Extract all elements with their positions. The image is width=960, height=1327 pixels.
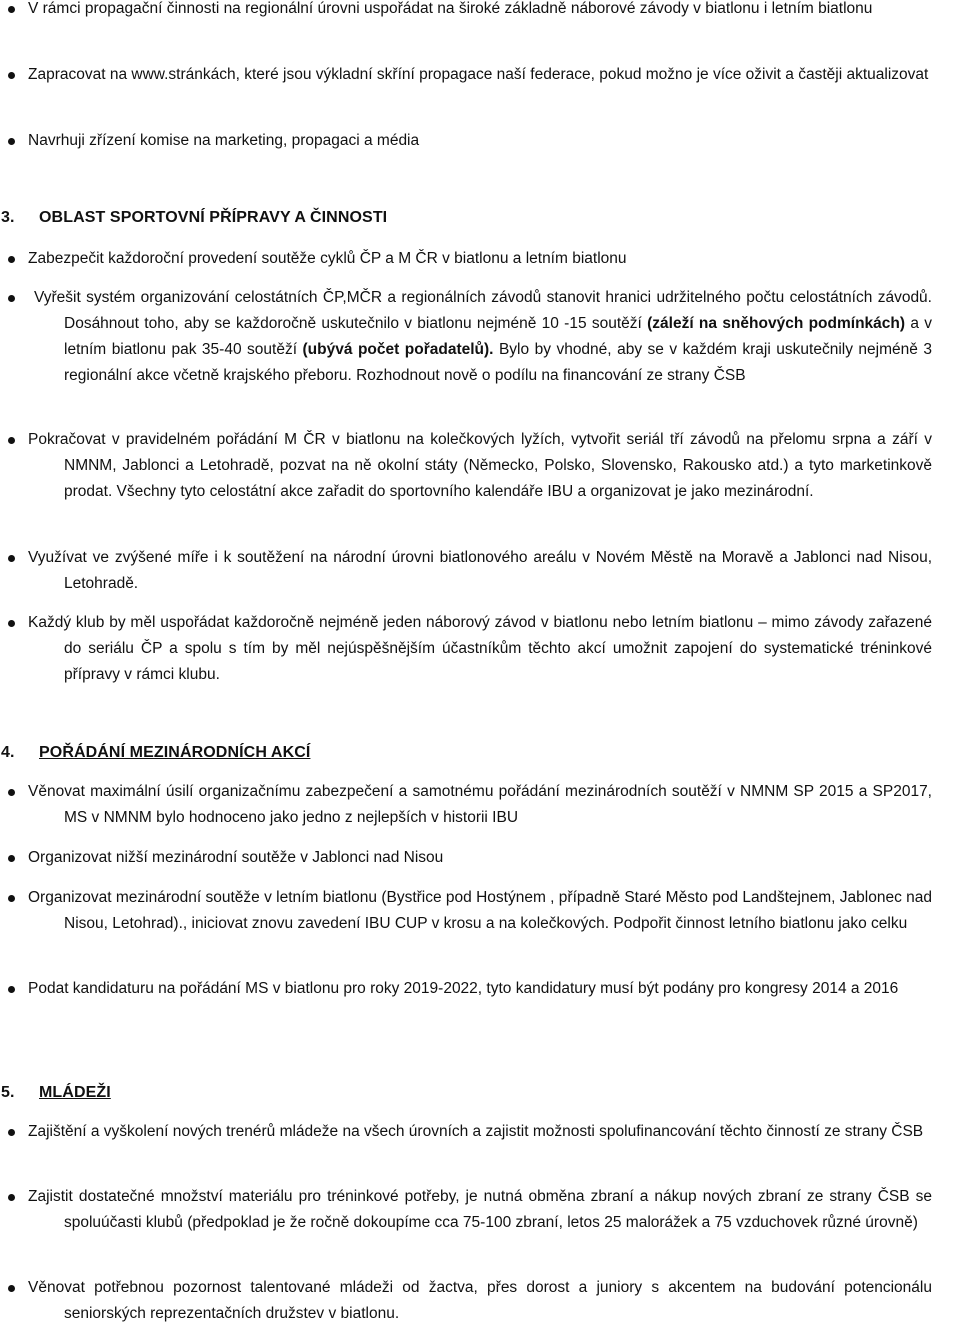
bullet-icon <box>8 1285 15 1292</box>
list-item-text <box>28 285 932 389</box>
text-run: Vyřešit systém organizování celostátních ČP,MČR a regionálních závodů stanovit hranici udržitelného počtu celostátních závodů. Dosáhnout toho, aby se každoročně uskutečnilo v biatlonu nejméně 10 -15 soutěží <box>34 289 932 332</box>
bullet-icon <box>8 256 15 263</box>
section-heading <box>0 740 310 766</box>
list-item-text: Každý klub by měl uspořádat každoročně nejméně jeden náborový závod v biatlonu nebo letním biatlonu – mimo závody zařazené do seriálu ČP a spolu s tím by měl nejúspěšnějším účastníkům těchto akcí umožnit zapojení do systematické tréninkové přípravy v rámci klubu. <box>28 614 932 683</box>
section-heading <box>0 1080 111 1106</box>
section-number: 4. <box>1 744 15 761</box>
list-item <box>28 610 932 688</box>
list-item-text: V rámci propagační činnosti na regionální úrovni uspořádat na široké základně náborové závody v biatlonu i letním biatlonu <box>28 0 873 17</box>
list-item-text: Organizovat nižší mezinárodní soutěže v Jablonci nad Nisou <box>28 849 444 866</box>
text-run: Bylo by vhodné, aby se v každém kraji uskutečnily nejméně 3 regionální akce včetně krajského přeboru. Rozhodnout nově o podílu na financování ze strany ČSB <box>64 341 932 384</box>
bold-run: (záleží na sněhových podmínkách) <box>647 315 906 332</box>
section-title: MLÁDEŽI <box>39 1084 111 1101</box>
list-item-text: Zapracovat na www.stránkách, které jsou výkladní skříní propagace naší federace, pokud možno je více oživit a častěji aktualizovat <box>28 66 929 83</box>
bullet-icon <box>8 986 15 993</box>
list-item <box>28 246 932 272</box>
list-item <box>28 128 932 154</box>
list-item-text: Navrhuji zřízení komise na marketing, propagaci a média <box>28 132 420 149</box>
list-item <box>28 845 932 871</box>
list-item-text: Zajistit dostatečné množství materiálu pro tréninkové potřeby, je nutná obměna zbraní a nákup nových zbraní ze strany ČSB se spoluúčasti klubů (předpoklad je že ročně dokoupíme cca 75-100 zbraní, letos 25 malorážek a 75 vzduchovek různé úrovně) <box>28 1188 932 1231</box>
bullet-icon <box>8 1194 15 1201</box>
list-item <box>28 545 932 597</box>
list-item <box>28 976 932 1002</box>
section-heading <box>0 205 387 231</box>
list-item-text: Podat kandidaturu na pořádání MS v biatlonu pro roky 2019-2022, tyto kandidatury musí být podány pro kongresy 2014 a 2016 <box>28 980 899 997</box>
section-title: OBLAST SPORTOVNÍ PŘÍPRAVY A ČINNOSTI <box>39 209 388 226</box>
list-item-text: Pokračovat v pravidelném pořádání M ČR v biatlonu na kolečkových lyžích, vytvořit seriál tří závodů na přelomu srpna a září v NMNM, Jablonci a Letohradě, pozvat na ně okolní státy (Německo, Polsko, Slovensko, Rakousko atd.) a tyto marketinkově prodat. Všechny tyto celostátní akce zařadit do sportovního kalendáře IBU a organizovat je jako mezinárodní. <box>28 431 932 500</box>
section-number: 3. <box>1 209 15 226</box>
text-run: a v letním biatlonu pak 35-40 soutěží <box>64 315 933 358</box>
list-item <box>28 1119 932 1145</box>
list-item <box>28 885 932 937</box>
bullet-icon <box>8 620 15 627</box>
list-item-text: Věnovat maximální úsilí organizačnímu zabezpečení a samotnému pořádání mezinárodních soutěží v NMNM SP 2015 a SP2017, MS v NMNM bylo hodnoceno jako jedno z nejlepších v historii IBU <box>28 783 932 826</box>
bullet-icon <box>8 437 15 444</box>
bullet-icon <box>8 295 15 302</box>
list-item <box>28 779 932 831</box>
list-item <box>28 285 932 389</box>
section-number: 5. <box>1 1084 15 1101</box>
list-item <box>28 1275 932 1327</box>
bullet-icon <box>8 855 15 862</box>
list-item-text: Zabezpečit každoroční provedení soutěže cyklů ČP a M ČR v biatlonu a letním biatlonu <box>28 250 627 267</box>
list-item <box>28 62 932 88</box>
bullet-icon <box>8 138 15 145</box>
bullet-icon <box>8 72 15 79</box>
bullet-icon <box>8 555 15 562</box>
bullet-icon <box>8 1129 15 1136</box>
list-item-text: Využívat ve zvýšené míře i k soutěžení na národní úrovni biatlonového areálu v Novém Městě na Moravě a Jablonci nad Nisou, Letohradě. <box>28 549 932 592</box>
list-item <box>28 427 932 505</box>
section-title: POŘÁDÁNÍ MEZINÁRODNÍCH AKCÍ <box>39 744 311 761</box>
list-item-text: Organizovat mezinárodní soutěže v letním biatlonu (Bystřice pod Hostýnem , případně Staré Město pod Landštejnem, Jablonec nad Nisou, Letohrad)., iniciovat znovu zavedení IBU CUP v krosu a na kolečkových. Podpořit činnost letního biatlonu jako celku <box>28 889 932 932</box>
list-item <box>28 0 932 22</box>
bullet-icon <box>8 789 15 796</box>
bullet-icon <box>8 895 15 902</box>
list-item-text: Věnovat potřebnou pozornost talentované mládeži od žactva, přes dorost a juniory s akcentem na budování potencionálu seniorských reprezentačních družstev v biatlonu. <box>28 1279 932 1322</box>
list-item <box>28 1184 932 1236</box>
bold-run: (ubývá počet pořadatelů). <box>302 341 494 358</box>
list-item-text: Zajištění a vyškolení nových trenérů mládeže na všech úrovních a zajistit možnosti spolufinancování těchto činností ze strany ČSB <box>28 1123 924 1140</box>
bullet-icon <box>8 6 15 13</box>
